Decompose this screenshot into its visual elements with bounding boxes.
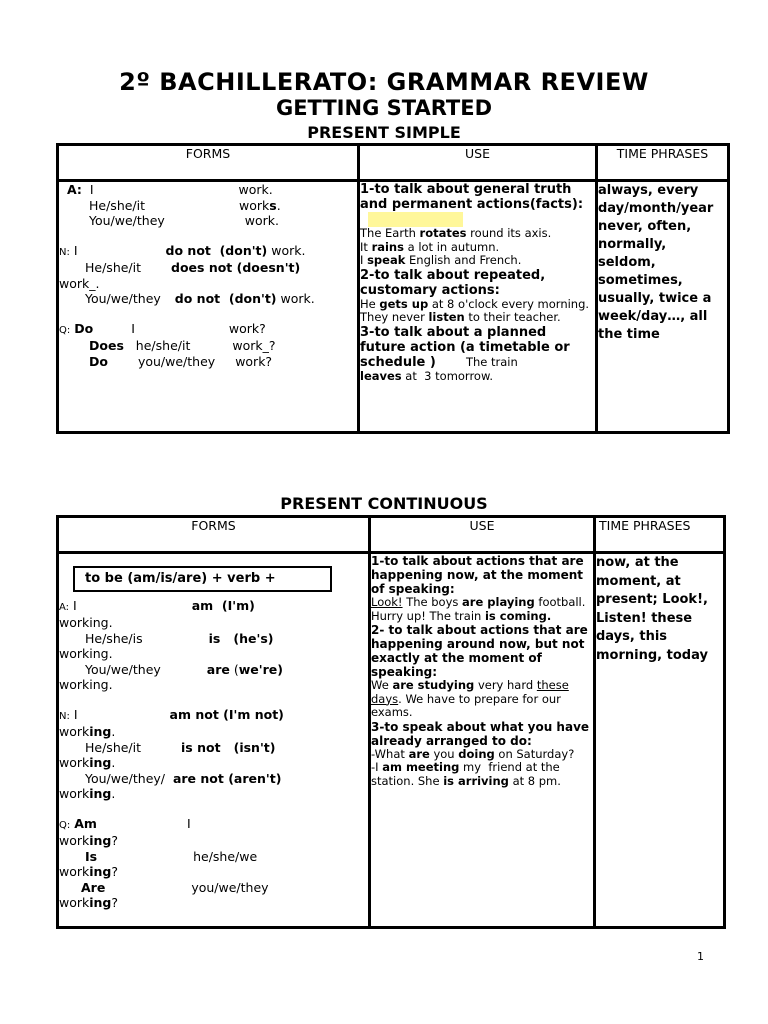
header-forms: FORMS — [58, 517, 370, 553]
section-title-present-simple: PRESENT SIMPLE — [307, 123, 461, 142]
use1-example-3: I speak English and French. — [360, 253, 522, 267]
forms-cell: A: I work. He/she/it works. You/we/they work. N: I do not (don't) work. He/she/it does not (doesn't) work_. You/we/they do not (don't) work. Q: Do I work? Does he/she/it work_? Do you/we/they work? — [58, 181, 359, 433]
time-phrases-cell: always, every day/month/year never, often, normally, seldom, sometimes, usually, twice a week/day…, all the time — [597, 181, 729, 433]
header-time-phrases: TIME PHRASES — [597, 145, 729, 181]
use2-example-1: He gets up at 8 o'clock every morning. — [360, 296, 590, 311]
section-title-present-continuous: PRESENT CONTINUOUS — [280, 494, 488, 513]
highlight-mark — [368, 212, 463, 227]
use3-heading: 3-to talk about a planned future action (a timetable or schedule ) — [360, 324, 570, 370]
use2-example-2: They never listen to their teacher. — [360, 310, 561, 324]
header-forms: FORMS — [58, 145, 359, 181]
page-number: 1 — [697, 950, 704, 963]
time-phrases-cell: now, at the moment, at present; Look!, Listen! these days, this morning, today — [595, 553, 725, 928]
use1-example: Look! The boys are playing football. Hurry up! The train is coming. — [371, 595, 590, 623]
use2-heading: 2-to talk about repeated, customary actions: — [360, 267, 546, 298]
present-continuous-table — [56, 515, 726, 929]
use2-example: We are studying very hard these days. We have to prepare for our exams. — [371, 678, 569, 719]
page-title: 2º BACHILLERATO: GRAMMAR REVIEW — [119, 68, 649, 96]
use3-heading: 3-to speak about what you have already arranged to do: — [371, 719, 590, 748]
present-simple-table — [56, 143, 730, 434]
use3-example: leaves at 3 tomorrow. — [360, 368, 493, 383]
page-subtitle: GETTING STARTED — [275, 96, 493, 120]
use1-heading: 1-to talk about actions that are happening now, at the moment of speaking: — [371, 554, 584, 596]
formula-box: to be (am/is/are) + verb + — [73, 566, 332, 592]
use2-heading: 2- to talk about actions that are happening around now, but not exactly at the moment of speaking: — [371, 623, 588, 679]
use-cell: 1-to talk about general truth and permanent actions(facts): The Earth rotates round its axis. It rains a lot in autumn. I speak English and French. 2-to talk about repeated, customary actions: He gets up at 8 o'clock every morning. They never listen to their teacher. 3-to talk about a planned future action (a timetable or schedule ) The train leaves at 3 tomorrow. — [359, 181, 597, 433]
forms-cell: to be (am/is/are) + verb + A: I am (I'm) working. He/she/is is (he's) working. You/we/they are (we're) working. N: I am not (I'm not) working. He/she/it is not (isn't) working. You/we/they/ are not (aren't) working. Q: Am I working? Is he/she/we working? Are you/we/they working? — [58, 553, 370, 928]
use1-heading: 1-to talk about general truth and permanent actions(facts): — [360, 182, 584, 212]
header-time-phrases: TIME PHRASES — [595, 517, 725, 553]
header-use: USE — [370, 517, 595, 553]
use3-example: -What are you doing on Saturday? -I am meeting my friend at the station. She is arriving at 8 pm. — [371, 746, 586, 788]
use1-example-1: The Earth rotates round its axis. — [360, 226, 552, 240]
use-cell — [370, 553, 595, 928]
header-use: USE — [359, 145, 597, 181]
use1-example-2: It rains a lot in autumn. — [360, 239, 500, 254]
